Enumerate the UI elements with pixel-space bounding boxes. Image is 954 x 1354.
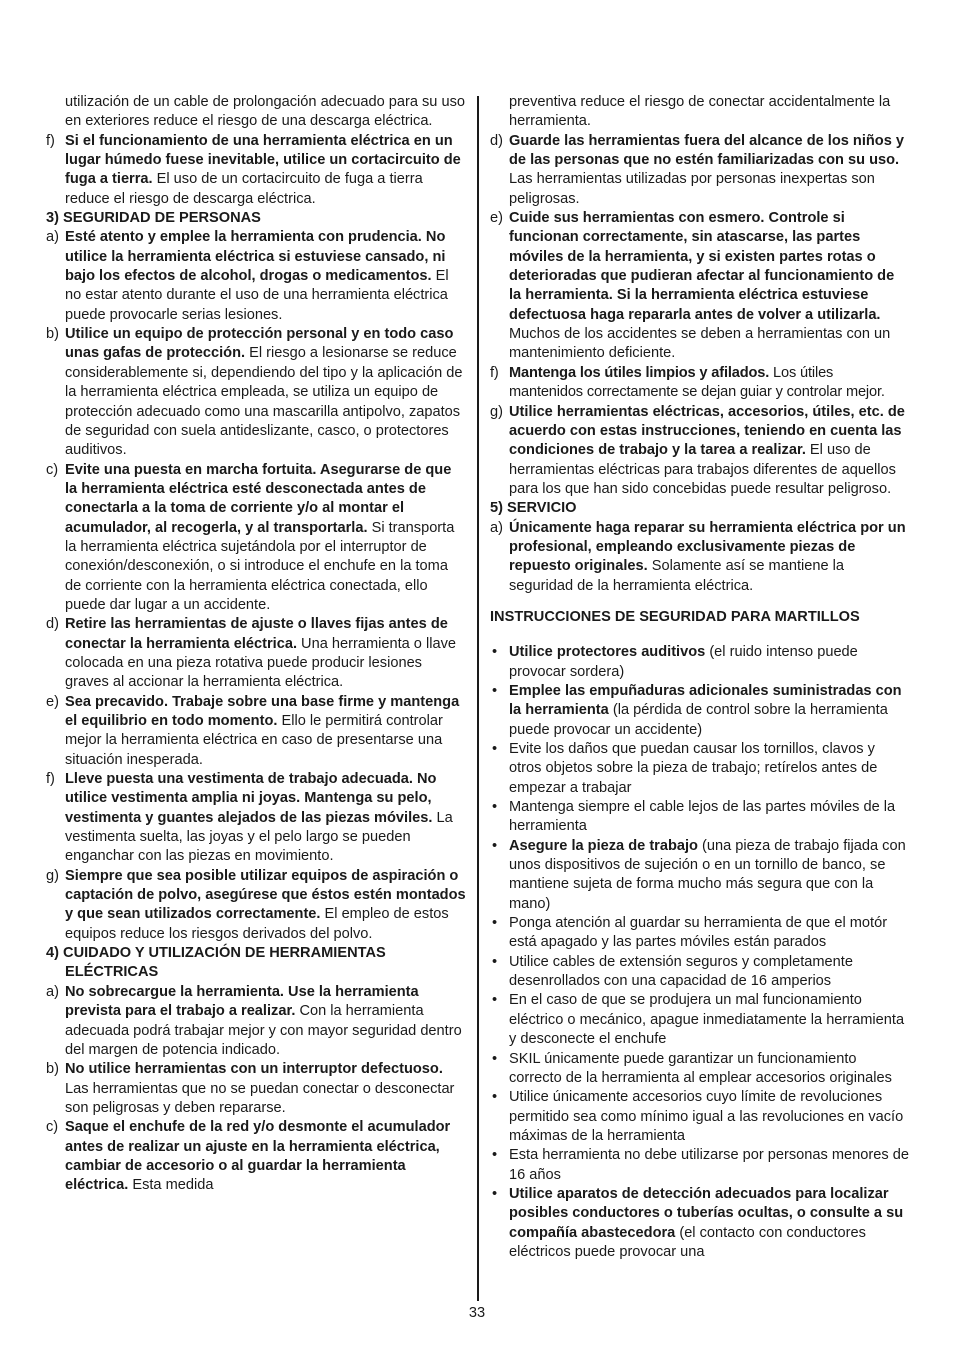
list-item bbox=[46, 132, 466, 209]
bullet-item bbox=[490, 798, 910, 837]
list-item bbox=[490, 132, 910, 209]
item-text: El uso de herramientas eléctricas para trabajos diferentes de aquellos para los que han sido concebidas puede resultar peligroso. bbox=[509, 442, 896, 497]
item-text: Las herramientas que no se puedan conectar o desconectar son peligrosas y deben repararse. bbox=[65, 1080, 455, 1116]
list-item bbox=[490, 403, 910, 500]
item-bold-text: Esté atento y emplee la herramienta con prudencia. No utilice la herramienta eléctrica si estuviese cansado, ni bajo los efectos de alcohol, drogas o medicamentos. bbox=[65, 229, 446, 285]
bullet-icon: • bbox=[492, 1147, 498, 1164]
bullet-bold-text: Emplee las empuñaduras adicionales suministradas con la herramienta bbox=[509, 682, 902, 719]
item-label: f) bbox=[46, 771, 55, 788]
bullet-icon: • bbox=[492, 1185, 498, 1202]
item-label: e) bbox=[46, 693, 59, 710]
item-text: El no estar atento durante el uso de una herramienta eléctrica puede provocarle serias lesiones. bbox=[65, 268, 449, 323]
bullet-text: SKIL únicamente puede garantizar un funcionamiento correcto de la herramienta al emplear accesorios originales bbox=[509, 1050, 892, 1086]
column-divider bbox=[477, 96, 479, 1301]
list-item bbox=[46, 325, 466, 460]
item-label: g) bbox=[490, 403, 503, 420]
bullet-icon: • bbox=[492, 741, 498, 757]
item-text: Los útiles mantenidos correctamente se dejan guiar y controlar mejor. bbox=[509, 364, 885, 401]
bullet-text: Evite los daños que puedan causar los tornillos, clavos y otros objetos sobre la pieza de trabajo; retírelos antes de empezar a trabajar bbox=[509, 741, 878, 796]
section-heading: 4) CUIDADO Y UTILIZACIÓN DE HERRAMIENTAS ELÉCTRICAS bbox=[46, 945, 386, 981]
item-bold-text: Siempre que sea posible utilizar equipos de aspiración o captación de polvo, asegúrese que éstos estén montados y que sean utilizados correctamente. bbox=[65, 867, 466, 923]
item-bold-text: Saque el enchufe de la red y/o desmonte el acumulador antes de realizar un ajuste en la herramienta eléctrica, cambiar de accesorio o al guardar la herramienta eléctrica. bbox=[65, 1119, 451, 1194]
item-label: e) bbox=[490, 210, 503, 227]
item-bold-text: Evite una puesta en marcha fortuita. Asegurarse de que la herramienta eléctrica esté desconectada antes de conectarla a la toma de corriente y/o al montar el acumulador, al recogerla, y al transportarla. bbox=[65, 461, 452, 536]
bullet-bold-text: Utilice aparatos de detección adecuados para localizar posibles conductores o tuberías ocultas, o consulte a su compañía abastecedora bbox=[509, 1185, 904, 1241]
item-label: d) bbox=[46, 616, 59, 633]
item-text: Ello le permitirá controlar mejor la herramienta eléctrica en caso de presentarse una situación inesperada. bbox=[65, 713, 443, 768]
bullet-item bbox=[490, 682, 910, 740]
item-text: Esta medida bbox=[128, 1177, 214, 1194]
item-text: El empleo de estos equipos reduce los riesgos derivados del polvo. bbox=[65, 906, 449, 942]
list-item bbox=[490, 364, 910, 403]
item-label: b) bbox=[46, 1061, 59, 1078]
item-text: Si transporta la herramienta eléctrica sujetándola por el interruptor de conexión/desconexión, o si introduce el enchufe en la toma de corriente con la herramienta eléctrica conectada, ello puede dar lugar a un accidente. bbox=[65, 519, 455, 613]
bullet-icon: • bbox=[492, 644, 498, 661]
intro-paragraph: utilización de un cable de prolongación adecuado para su uso en exteriores reduce el riesgo de una descarga eléctrica. bbox=[65, 94, 465, 130]
bullet-item bbox=[490, 953, 910, 992]
section-heading: 3) SEGURIDAD DE PERSONAS bbox=[46, 210, 261, 227]
list-item bbox=[490, 519, 910, 596]
bullet-icon: • bbox=[492, 799, 498, 816]
item-bold-text: No sobrecargue la herramienta. Use la herramienta prevista para el trabajo a realizar. bbox=[65, 983, 419, 1020]
list-item bbox=[46, 615, 466, 692]
list-item bbox=[46, 461, 466, 616]
safety-heading: INSTRUCCIONES DE SEGURIDAD PARA MARTILLOS bbox=[490, 608, 860, 625]
item-bold-text: Cuide sus herramientas con esmero. Controle si funcionan correctamente, sin atascarse, las partes móviles de la herramienta, y si existen partes rotas o deterioradas que pudieran afectar al funcionamiento de la herramienta. Si la herramienta eléctrica estuviese defectuosa haga repararla antes de volver a utilizarla. bbox=[509, 210, 895, 323]
bullet-icon: • bbox=[492, 1050, 498, 1067]
item-label: f) bbox=[490, 364, 499, 381]
item-bold-text: Mantenga los útiles limpios y afilados. bbox=[509, 364, 770, 381]
item-text: Una herramienta o llave colocada en una pieza rotativa puede producir lesiones graves al accionar la herramienta eléctrica. bbox=[65, 635, 456, 691]
item-label: a) bbox=[46, 229, 59, 246]
bullet-text: Mantenga siempre el cable lejos de las partes móviles de la herramienta bbox=[509, 799, 896, 835]
bullet-item bbox=[490, 837, 910, 914]
list-item bbox=[46, 1060, 466, 1118]
item-label: a) bbox=[490, 519, 503, 536]
bullet-text: (el contacto con conductores eléctricos puede provocar una bbox=[509, 1224, 866, 1260]
item-bold-text: Utilice herramientas eléctricas, accesorios, útiles, etc. de acuerdo con estas instrucciones, teniendo en cuenta las condiciones de trabajo y la tarea a realizar. bbox=[509, 403, 905, 459]
bullet-item bbox=[490, 643, 910, 682]
bullet-item bbox=[490, 914, 910, 953]
item-bold-text: Retire las herramientas de ajuste o llaves fijas antes de conectar la herramienta eléctrica. bbox=[65, 616, 448, 652]
item-label: c) bbox=[46, 461, 59, 478]
item-text: La vestimenta suelta, las joyas y el pelo largo se pueden enganchar con las piezas en movimiento. bbox=[65, 809, 453, 865]
bullet-text: (una pieza de trabajo fijada con unos dispositivos de sujeción o en un tornillo de banco, se mantiene sujeta de forma mucho más segura que con la mano) bbox=[509, 837, 906, 912]
item-text: El uso de un cortacircuito de fuga a tierra reduce el riesgo de descarga eléctrica. bbox=[65, 171, 423, 207]
item-label: b) bbox=[46, 326, 59, 343]
bullet-item bbox=[490, 1088, 910, 1146]
item-label: c) bbox=[46, 1119, 59, 1136]
bullet-text: (el ruido intenso puede provocar sordera) bbox=[509, 644, 858, 680]
item-text: Las herramientas utilizadas por personas inexpertas son peligrosas. bbox=[509, 171, 875, 207]
bullet-item bbox=[490, 1146, 910, 1185]
intro-paragraph: preventiva reduce el riesgo de conectar accidentalmente la herramienta. bbox=[509, 94, 891, 130]
item-text: Con la herramienta adecuada podrá trabajar mejor y con mayor seguridad dentro del margen de potencia indicado. bbox=[65, 1003, 462, 1058]
bullet-icon: • bbox=[492, 1089, 498, 1106]
list-item bbox=[46, 228, 466, 325]
bullet-item bbox=[490, 740, 910, 798]
left-column bbox=[46, 93, 466, 1196]
item-label: g) bbox=[46, 867, 59, 884]
item-text: Muchos de los accidentes se deben a herramientas con un mantenimiento deficiente. bbox=[509, 326, 891, 362]
list-item bbox=[46, 770, 466, 867]
list-item bbox=[46, 1118, 466, 1195]
item-bold-text: Utilice un equipo de protección personal y en todo caso unas gafas de protección. bbox=[65, 326, 454, 362]
bullet-icon: • bbox=[492, 682, 498, 699]
page-number: 33 bbox=[468, 1305, 486, 1321]
item-label: f) bbox=[46, 132, 55, 149]
item-label: a) bbox=[46, 983, 59, 1000]
item-label: d) bbox=[490, 132, 503, 149]
bullet-item bbox=[490, 1050, 910, 1089]
list-item bbox=[490, 209, 910, 364]
bullet-text: Utilice únicamente accesorios cuyo límite de revoluciones permitido sea como mínimo igual a las revoluciones en vacío máximas de la herramienta bbox=[509, 1089, 904, 1144]
bullet-item bbox=[490, 1185, 910, 1262]
section-heading: 5) SERVICIO bbox=[490, 500, 577, 517]
bullet-bold-text: Utilice protectores auditivos bbox=[509, 644, 706, 661]
bullet-icon: • bbox=[492, 992, 498, 1009]
bullet-icon: • bbox=[492, 953, 498, 970]
item-bold-text: Únicamente haga reparar su herramienta eléctrica por un profesional, empleando exclusivamente piezas de repuesto originales. bbox=[509, 519, 906, 575]
bullet-text: (la pérdida de control sobre la herramienta puede provocar un accidente) bbox=[509, 702, 888, 738]
list-item bbox=[46, 693, 466, 770]
list-item bbox=[46, 867, 466, 944]
item-text: Solamente así se mantiene la seguridad de la herramienta eléctrica. bbox=[509, 558, 845, 594]
bullet-text: Ponga atención al guardar su herramienta de que el motór está apagado y las partes móviles están parados bbox=[509, 915, 888, 951]
item-bold-text: Si el funcionamiento de una herramienta eléctrica en un lugar húmedo fuese inevitable, utilice un cortacircuito de fuga a tierra. bbox=[65, 132, 461, 188]
bullet-icon: • bbox=[492, 837, 498, 854]
item-bold-text: No utilice herramientas con un interruptor defectuoso. bbox=[65, 1061, 443, 1078]
item-bold-text: Guarde las herramientas fuera del alcance de los niños y de las personas que no estén familiarizadas con su uso. bbox=[509, 132, 905, 169]
bullet-text: En el caso de que se produjera un mal funcionamiento eléctrico o mecánico, apague inmediatamente la herramienta y desconecte el enchufe bbox=[509, 992, 905, 1048]
bullet-text: Utilice cables de extensión seguros y completamente desenrollados con una capacidad de 16 amperios bbox=[509, 953, 853, 990]
item-bold-text: Lleve puesta una vestimenta de trabajo adecuada. No utilice vestimenta amplia ni joyas. Mantenga su pelo, vestimenta y guantes alejados de las piezas móviles. bbox=[65, 771, 437, 826]
bullet-icon: • bbox=[492, 915, 498, 932]
item-text: El riesgo a lesionarse se reduce considerablemente si, dependiendo del tipo y la aplicación de la herramienta eléctrica empleada, se utiliza un equipo de protección adecuado como una mascarilla antipolvo, zapatos de seguridad con suela antideslizante, casco, o protectores auditivos. bbox=[65, 345, 463, 459]
bullet-item bbox=[490, 991, 910, 1049]
bullet-bold-text: Asegure la pieza de trabajo bbox=[509, 837, 698, 854]
right-column bbox=[490, 93, 910, 1262]
item-bold-text: Sea precavido. Trabaje sobre una base firme y mantenga el equilibrio en todo momento. bbox=[65, 693, 460, 729]
list-item bbox=[46, 983, 466, 1060]
bullet-text: Esta herramienta no debe utilizarse por personas menores de 16 años bbox=[509, 1147, 909, 1183]
